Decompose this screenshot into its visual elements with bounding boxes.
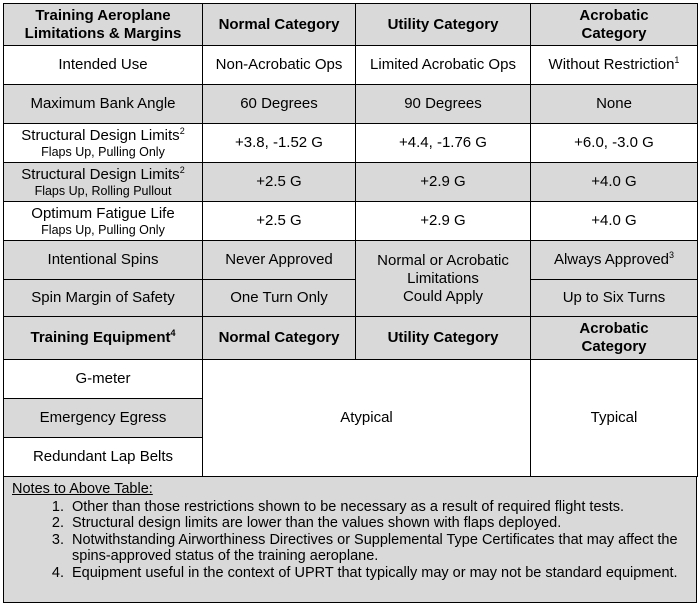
cell-normal-spins: Never Approved bbox=[203, 241, 356, 280]
footnote-ref-2: 2 bbox=[179, 165, 185, 175]
equipment-item-emergency-egress: Emergency Egress bbox=[4, 399, 203, 438]
notes-title: Notes to Above Table: bbox=[12, 481, 153, 497]
cell-acrobatic-struct-pulling: +6.0, -3.0 G bbox=[531, 124, 698, 163]
cell-acrobatic-spins bbox=[531, 241, 698, 280]
cell-utility-struct-rolling: +2.9 G bbox=[356, 163, 531, 202]
fatigue-label-text: Optimum Fatigue Life bbox=[31, 205, 175, 222]
table-row bbox=[4, 202, 698, 241]
header-col1-line1: Training Aeroplane bbox=[35, 6, 171, 24]
note-item: 4. Equipment useful in the context of UPRT that typically may or may not be standard equipment. bbox=[68, 565, 688, 582]
notes-list bbox=[12, 499, 688, 582]
cell-acrobatic-spins-text: Always Approved bbox=[553, 251, 670, 268]
equipment-item-g-meter: G-meter bbox=[4, 360, 203, 399]
row-label-max-bank: Maximum Bank Angle bbox=[4, 85, 203, 124]
header-training-equipment bbox=[4, 317, 203, 360]
cell-utility-fatigue: +2.9 G bbox=[356, 202, 531, 241]
row-label-spin-margin: Spin Margin of Safety bbox=[4, 280, 203, 317]
equipment-header-acro-line1: Acrobatic bbox=[579, 320, 649, 337]
cell-normal-struct-rolling: +2.5 G bbox=[203, 163, 356, 202]
header-col1-line2: Limitations & Margins bbox=[24, 24, 182, 42]
limitations-document bbox=[3, 3, 697, 612]
cell-acrobatic-spin-margin: Up to Six Turns bbox=[531, 280, 698, 317]
cell-utility-max-bank: 90 Degrees bbox=[356, 85, 531, 124]
cell-utility-intended-use: Limited Acrobatic Ops bbox=[356, 46, 531, 85]
equipment-header-normal: Normal Category bbox=[203, 317, 356, 360]
cell-utility-spins-merged bbox=[356, 241, 531, 317]
equipment-header-acrobatic bbox=[531, 317, 698, 360]
header-utility-category: Utility Category bbox=[356, 4, 531, 46]
utility-spins-line2: Limitations bbox=[407, 269, 479, 287]
row-label-struct-pulling bbox=[4, 124, 203, 163]
cell-normal-spin-margin: One Turn Only bbox=[203, 280, 356, 317]
cell-normal-intended-use: Non-Acrobatic Ops bbox=[203, 46, 356, 85]
table-row bbox=[4, 360, 698, 399]
header-col4-line2: Category bbox=[581, 24, 647, 42]
limitations-table bbox=[3, 3, 698, 477]
table-row bbox=[4, 124, 698, 163]
equipment-header-row bbox=[4, 317, 698, 360]
cell-acrobatic-intended-use bbox=[531, 46, 698, 85]
notes-section bbox=[3, 477, 697, 603]
equipment-normal-utility-value: Atypical bbox=[203, 360, 531, 477]
utility-spins-line1: Normal or Acrobatic bbox=[377, 251, 509, 269]
table-row bbox=[4, 85, 698, 124]
row-label-struct-rolling bbox=[4, 163, 203, 202]
equipment-header-acro-line2: Category bbox=[581, 338, 647, 355]
equipment-acrobatic-value: Typical bbox=[531, 360, 698, 477]
fatigue-sublabel: Flaps Up, Pulling Only bbox=[41, 223, 165, 237]
header-normal-category: Normal Category bbox=[203, 4, 356, 46]
struct-rolling-label-text: Structural Design Limits bbox=[21, 166, 180, 183]
cell-utility-struct-pulling: +4.4, -1.76 G bbox=[356, 124, 531, 163]
row-label-intended-use: Intended Use bbox=[4, 46, 203, 85]
equipment-header-utility: Utility Category bbox=[356, 317, 531, 360]
footnote-ref-4: 4 bbox=[170, 328, 176, 338]
note-item: 2. Structural design limits are lower than the values shown with flaps deployed. bbox=[68, 515, 688, 532]
table-header-row bbox=[4, 4, 698, 46]
training-equipment-text: Training Equipment bbox=[30, 329, 171, 346]
header-col4-line1: Acrobatic bbox=[579, 6, 649, 24]
cell-normal-fatigue: +2.5 G bbox=[203, 202, 356, 241]
equipment-item-lap-belts: Redundant Lap Belts bbox=[4, 438, 203, 477]
note-item: 1. Other than those restrictions shown to be necessary as a result of required flight tests. bbox=[68, 499, 688, 516]
table-row bbox=[4, 280, 698, 317]
header-limitations-margins bbox=[4, 4, 203, 46]
cell-acrobatic-struct-rolling: +4.0 G bbox=[531, 163, 698, 202]
cell-acrobatic-max-bank: None bbox=[531, 85, 698, 124]
struct-rolling-sublabel: Flaps Up, Rolling Pullout bbox=[34, 184, 172, 198]
row-label-fatigue bbox=[4, 202, 203, 241]
struct-pulling-label-text: Structural Design Limits bbox=[21, 127, 180, 144]
cell-normal-max-bank: 60 Degrees bbox=[203, 85, 356, 124]
footnote-ref-3: 3 bbox=[669, 250, 675, 260]
cell-acrobatic-intended-use-text: Without Restriction bbox=[548, 56, 675, 73]
cell-normal-struct-pulling: +3.8, -1.52 G bbox=[203, 124, 356, 163]
footnote-ref-2: 2 bbox=[179, 126, 185, 136]
struct-pulling-sublabel: Flaps Up, Pulling Only bbox=[41, 145, 165, 159]
footnote-ref-1: 1 bbox=[674, 55, 680, 65]
table-row bbox=[4, 241, 698, 280]
table-row bbox=[4, 46, 698, 85]
utility-spins-line3: Could Apply bbox=[402, 287, 484, 305]
table-row bbox=[4, 163, 698, 202]
header-acrobatic-category bbox=[531, 4, 698, 46]
cell-acrobatic-fatigue: +4.0 G bbox=[531, 202, 698, 241]
row-label-spins: Intentional Spins bbox=[4, 241, 203, 280]
note-item: 3. Notwithstanding Airworthiness Directives or Supplemental Type Certificates that may affect the spins-approved status of the training aeroplane. bbox=[68, 532, 688, 565]
